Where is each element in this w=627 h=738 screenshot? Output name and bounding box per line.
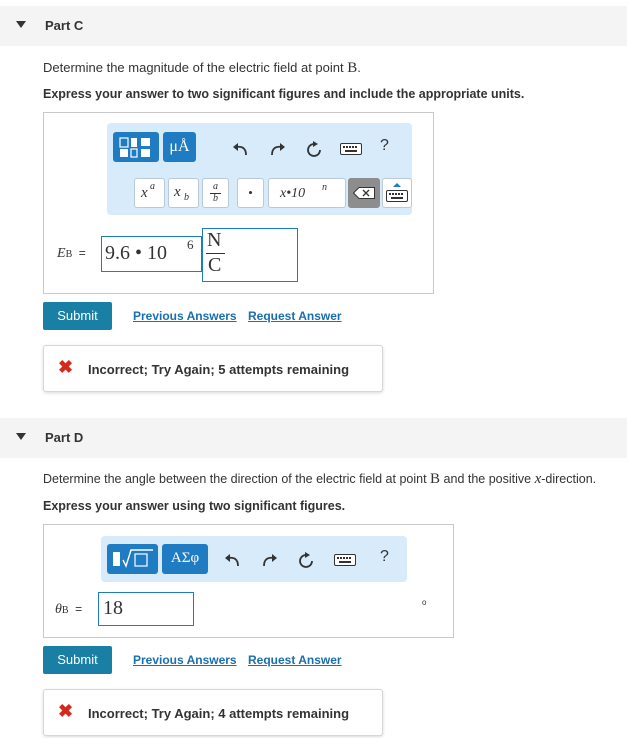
degree-symbol: o [422,598,427,607]
part-c-unit-input[interactable] [202,228,298,282]
value-exponent: 6 [187,237,194,252]
subscript-button[interactable] [168,178,199,208]
part-d-toolbar [101,536,407,582]
sci-notation-label: x•10 [280,186,306,201]
part-d-instruction: Express your answer using two significant figures. [43,499,346,513]
collapse-triangle-icon[interactable] [16,21,26,28]
part-d-variable-label [55,602,82,618]
part-c-instruction: Express your answer to two significant figures and include the appropriate units. [43,87,525,101]
variable-sub: B [61,605,69,616]
subscript-base: x [174,184,181,200]
variable-main: E [57,246,66,261]
keyboard-up-icon [386,183,408,203]
prompt-text-end: -direction. [541,472,597,486]
sqrt-templates-button[interactable] [107,544,158,574]
fraction-numerator: a [213,181,218,192]
backspace-icon [353,187,375,199]
variable-sub: B [65,249,73,260]
undo-arrow-icon[interactable] [232,142,248,156]
part-c-value-input[interactable] [101,236,202,272]
sqrt-template-icon [107,544,158,574]
dot-symbol: • [248,185,253,200]
part-c-title: Part C [45,18,84,33]
part-d-feedback [43,689,383,736]
part-d-feedback-text: Incorrect; Try Again; 4 attempts remaining [88,706,350,721]
part-c-feedback [43,345,383,392]
delete-button[interactable] [348,178,380,208]
reset-icon[interactable] [305,141,323,159]
greek-button[interactable] [162,544,208,574]
part-d-header[interactable] [0,418,627,458]
greek-symbols: ΑΣφ [170,550,200,566]
templates-button[interactable] [113,132,159,162]
part-d-prompt [43,471,596,488]
prompt-variable: B [347,60,358,76]
part-d-submit-button[interactable]: Submit [43,646,112,674]
units-button[interactable] [163,132,196,162]
part-c-request-answer-link[interactable]: Request Answer [248,309,342,323]
units-symbol: μÅ [169,138,190,155]
value-text: 18 [103,597,123,619]
part-d-value-input[interactable] [98,592,194,626]
template-icon [113,132,159,162]
reset-icon[interactable] [297,552,315,570]
part-c-header[interactable] [0,6,627,46]
part-c-variable-label [57,246,86,262]
prompt-text-mid: and the positive [440,472,535,486]
value-mantissa: 9.6 • 10 [105,242,168,264]
part-c-feedback-text: Incorrect; Try Again; 5 attempts remaining [88,362,350,377]
prompt-text-end: . [357,60,361,75]
prompt-variable: B [430,471,441,487]
prompt-text: Determine the magnitude of the electric field at point [43,60,348,75]
redo-arrow-icon[interactable] [270,142,286,156]
part-c-submit-button[interactable]: Submit [43,302,112,330]
variable-main: θ [55,602,62,617]
dot-button[interactable] [237,178,264,208]
superscript-exp: a [150,181,155,192]
part-c-previous-answers-link[interactable]: Previous Answers [133,309,237,323]
equals-sign: = [75,602,83,616]
part-d-answer-box [43,524,454,638]
unit-numerator: N [207,229,222,251]
unit-denominator: C [208,254,222,276]
sci-notation-button[interactable] [268,178,346,208]
prompt-text: Determine the angle between the direction of the electric field at point [43,472,431,486]
help-button[interactable]: ? [380,137,389,154]
fraction-button[interactable] [202,178,229,208]
keyboard-icon[interactable] [334,554,356,566]
redo-arrow-icon[interactable] [262,553,278,567]
sci-notation-exp: n [322,182,327,193]
prompt-variable-x: x [534,471,542,487]
help-button[interactable]: ? [380,548,389,565]
undo-arrow-icon[interactable] [224,553,240,567]
part-c-toolbar [107,123,412,215]
subscript-sub: b [184,192,189,203]
part-d-title: Part D [45,430,84,445]
superscript-base: x [141,185,148,201]
superscript-button[interactable] [134,178,165,208]
fraction-denominator: b [213,193,218,204]
error-x-icon: ✖ [58,357,74,377]
keyboard-icon[interactable] [340,143,362,155]
keyboard-toggle-button[interactable] [382,178,412,208]
collapse-triangle-icon[interactable] [16,433,26,440]
part-c-answer-box [43,112,434,294]
part-d-previous-answers-link[interactable]: Previous Answers [133,653,237,667]
part-d-request-answer-link[interactable]: Request Answer [248,653,342,667]
equals-sign: = [78,246,86,260]
error-x-icon: ✖ [58,701,74,721]
part-c-prompt [43,60,361,77]
